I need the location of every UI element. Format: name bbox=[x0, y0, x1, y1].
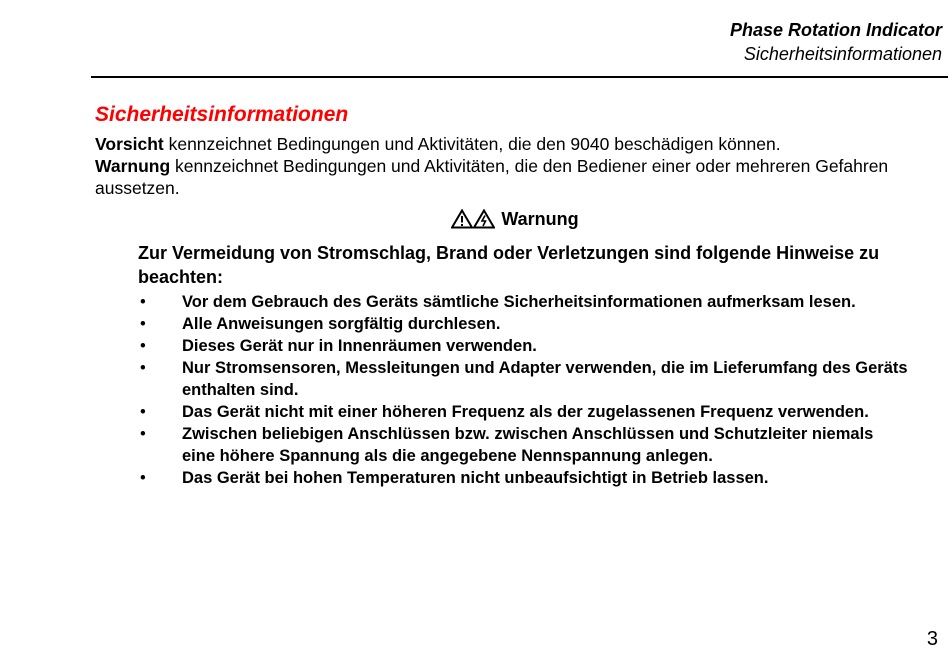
caution-text: kennzeichnet Bedingungen und Aktivitäten, die den 9040 beschädigen können. bbox=[163, 134, 781, 154]
warning-term: Warnung bbox=[95, 156, 171, 176]
list-item bbox=[138, 313, 908, 335]
list-item-text: Vor dem Gebrauch des Geräts sämtliche Sicherheitsinformationen aufmerksam lesen. bbox=[182, 293, 856, 311]
list-item bbox=[138, 423, 908, 467]
list-item bbox=[138, 335, 908, 357]
warning-heading-label: Warnung bbox=[501, 209, 579, 229]
list-item bbox=[138, 467, 908, 489]
bullet-icon: • bbox=[140, 403, 146, 421]
page-number: 3 bbox=[926, 628, 938, 650]
list-item bbox=[138, 357, 908, 401]
list-item-text: Zwischen beliebigen Anschlüssen bzw. zwischen Anschlüssen und Schutzleiter niemals eine höhere Spannung als die angegebene Nennspannung anlegen. bbox=[182, 425, 874, 465]
list-item-text: Alle Anweisungen sorgfältig durchlesen. bbox=[182, 315, 501, 333]
header-divider bbox=[91, 76, 948, 78]
caution-term: Vorsicht bbox=[95, 134, 164, 154]
bullet-icon: • bbox=[140, 315, 146, 333]
bullet-icon: • bbox=[140, 359, 146, 377]
list-item-text: Dieses Gerät nur in Innenräumen verwenden. bbox=[182, 337, 537, 355]
list-item-text: Das Gerät bei hohen Temperaturen nicht unbeaufsichtigt in Betrieb lassen. bbox=[182, 469, 769, 487]
bullet-icon: • bbox=[140, 425, 146, 443]
intro-paragraph bbox=[95, 133, 935, 199]
warning-heading bbox=[0, 207, 950, 235]
bullet-icon: • bbox=[140, 469, 146, 487]
list-item bbox=[138, 291, 908, 313]
page-header bbox=[730, 18, 942, 66]
warning-list bbox=[138, 291, 908, 489]
bullet-icon: • bbox=[140, 293, 146, 311]
document-subtitle: Sicherheitsinformationen bbox=[743, 44, 942, 64]
warning-icon bbox=[451, 209, 473, 229]
list-item-text: Das Gerät nicht mit einer höheren Frequenz als der zugelassenen Frequenz verwenden. bbox=[182, 403, 869, 421]
document-title: Phase Rotation Indicator bbox=[729, 20, 942, 40]
warning-text: kennzeichnet Bedingungen und Aktivitäten, die den Bediener einer oder mehreren Gefahren aussetzen. bbox=[95, 156, 889, 198]
section-title: Sicherheitsinformationen bbox=[95, 103, 349, 126]
warning-lead: Zur Vermeidung von Stromschlag, Brand oder Verletzungen sind folgende Hinweise zu beachten: bbox=[138, 243, 880, 287]
bullet-icon: • bbox=[140, 337, 146, 355]
list-item-text: Nur Stromsensoren, Messleitungen und Adapter verwenden, die im Lieferumfang des Geräts enthalten sind. bbox=[182, 359, 908, 399]
warning-icons bbox=[451, 209, 495, 235]
shock-warning-icon bbox=[473, 209, 495, 229]
list-item bbox=[138, 401, 908, 423]
